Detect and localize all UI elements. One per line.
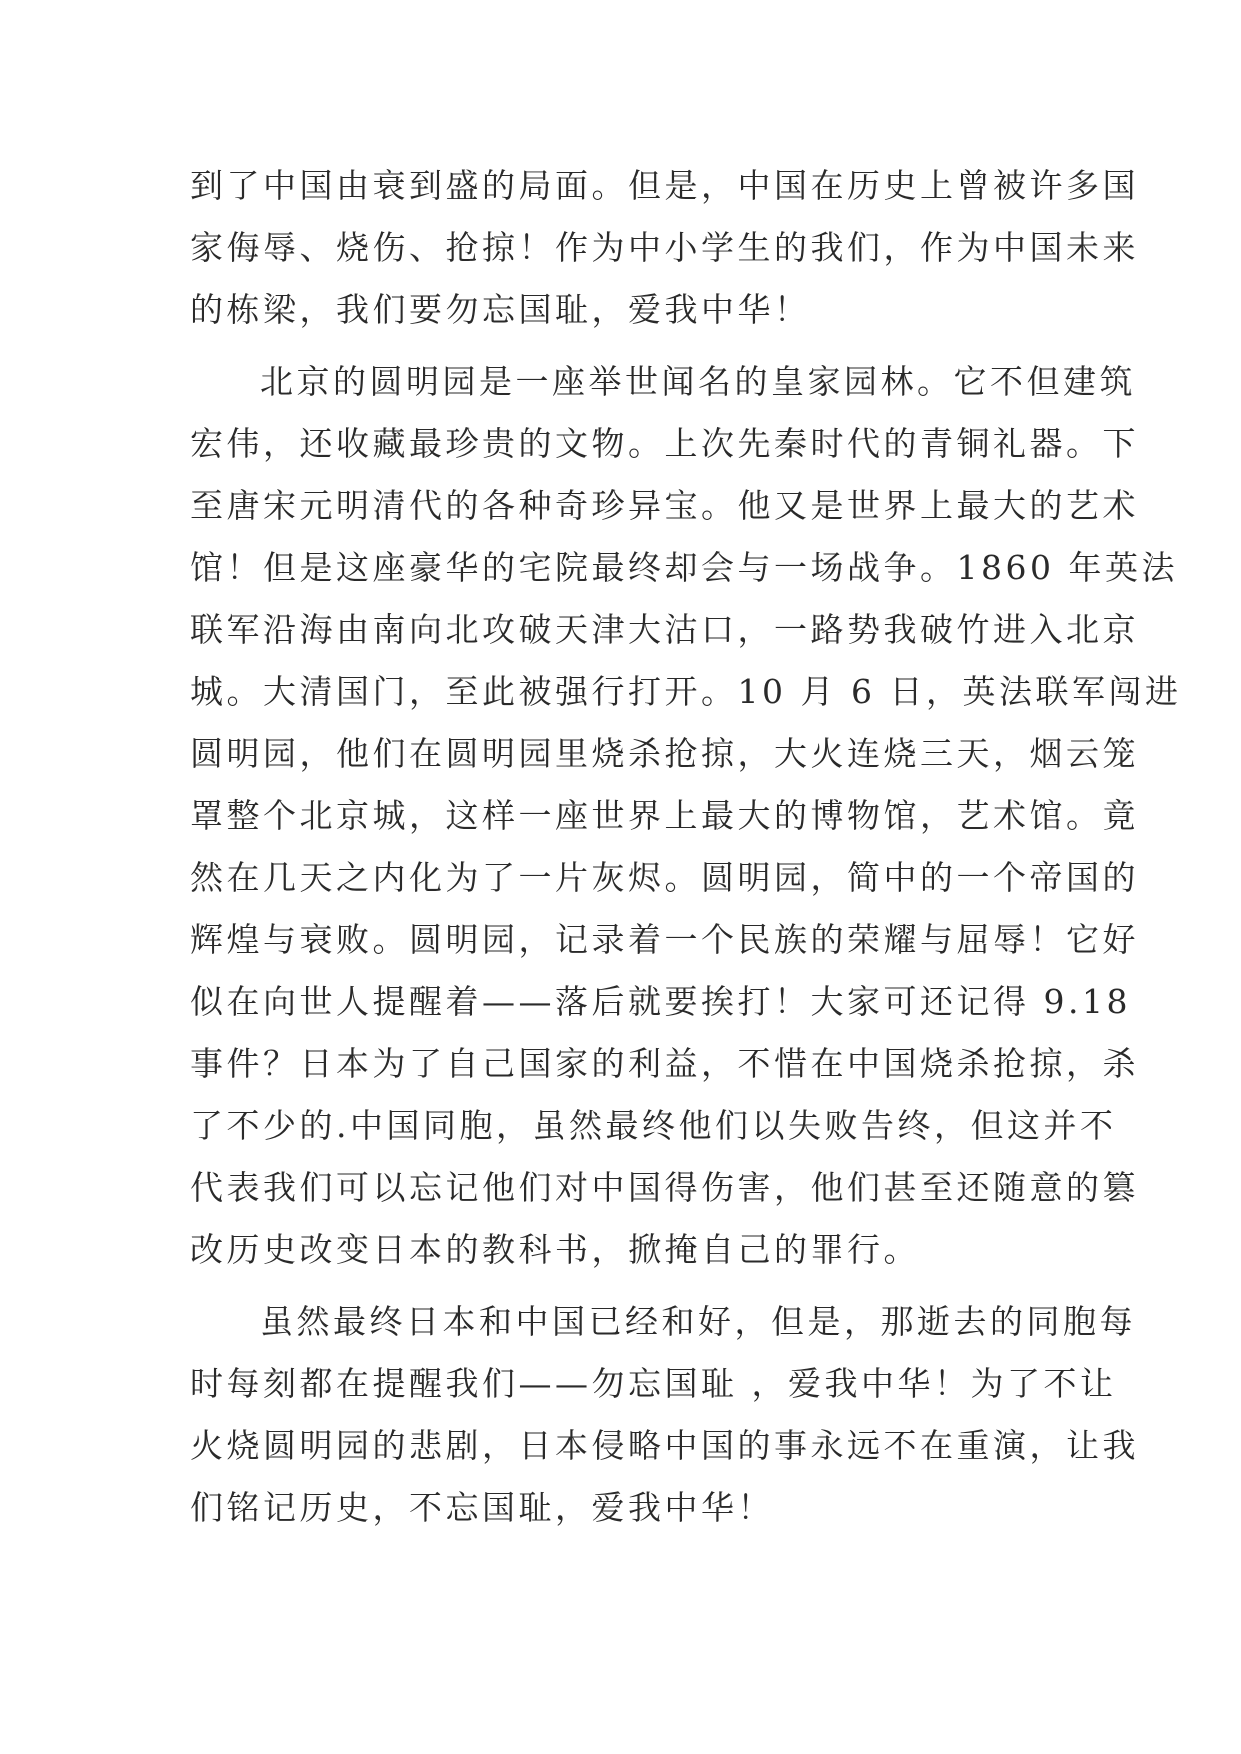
text-line: 虽然最终日本和中国已经和好，但是，那逝去的同胞每	[260, 1302, 1136, 1341]
text-line: 代表我们可以忘记他们对中国得伤害，他们甚至还随意的篡	[190, 1168, 1139, 1207]
paragraph-spacer	[190, 1281, 1070, 1291]
text-line: 联军沿海由南向北攻破天津大沽口，一路势我破竹进入北京	[190, 610, 1139, 649]
text-line: 圆明园，他们在圆明园里烧杀抢掠，大火连烧三天，烟云笼	[190, 734, 1139, 773]
text-line: 改历史改变日本的教科书，掀掩自己的罪行。	[190, 1230, 920, 1269]
text-line: 事件？日本为了自己国家的利益，不惜在中国烧杀抢掠，杀	[190, 1044, 1139, 1083]
text-line: 辉煌与衰败。圆明园，记录着一个民族的荣耀与屈辱！它好	[190, 920, 1139, 959]
text-line: 火烧圆明园的悲剧，日本侵略中国的事永远不在重演，让我	[190, 1426, 1139, 1465]
text-line: 的栋梁，我们要勿忘国耻，爱我中华！	[190, 290, 811, 329]
text-line: 城。大清国门，至此被强行打开。10 月 6 日，英法联军闯进	[190, 672, 1182, 711]
text-line: 至唐宋元明清代的各种奇珍异宝。他又是世界上最大的艺术	[190, 486, 1139, 525]
text-line: 家侮辱、烧伤、抢掠！作为中小学生的我们，作为中国未来	[190, 228, 1139, 267]
text-line: 然在几天之内化为了一片灰烬。圆明园，简中的一个帝国的	[190, 858, 1139, 897]
text-line: 了不少的.中国同胞，虽然最终他们以失败告终，但这并不	[190, 1106, 1117, 1145]
text-line: 北京的圆明园是一座举世闻名的皇家园林。它不但建筑	[260, 362, 1136, 401]
paragraph-1	[190, 155, 1139, 341]
paragraph-spacer	[190, 341, 1070, 351]
text-line: 宏伟，还收藏最珍贵的文物。上次先秦时代的青铜礼器。下	[190, 424, 1139, 463]
text-line: 馆！但是这座豪华的宅院最终却会与一场战争。1860 年英法	[190, 548, 1178, 587]
paragraph-2	[190, 351, 1182, 1281]
text-line: 到了中国由衰到盛的局面。但是，中国在历史上曾被许多国	[190, 166, 1139, 205]
text-line: 罩整个北京城，这样一座世界上最大的博物馆，艺术馆。竟	[190, 796, 1139, 835]
paragraph-3	[190, 1291, 1139, 1539]
document-body	[190, 155, 1182, 1539]
text-line: 似在向世人提醒着——落后就要挨打！大家可还记得 9.18	[190, 982, 1131, 1021]
text-line: 们铭记历史，不忘国耻，爱我中华！	[190, 1488, 774, 1527]
text-line: 时每刻都在提醒我们——勿忘国耻 ，爱我中华！为了不让	[190, 1364, 1117, 1403]
